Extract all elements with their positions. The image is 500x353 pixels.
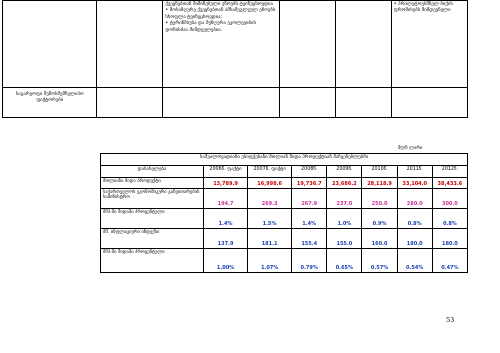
cell-value: 0.8% — [432, 209, 467, 229]
page-number: 53 — [446, 316, 455, 324]
top-cell-empty-2 — [97, 1, 163, 88]
top-cell-empty-7 — [280, 88, 336, 118]
top-cell-empty-4 — [335, 1, 391, 88]
table-row — [101, 178, 468, 189]
row-label: მშპ-ში შიდაში პროცენტული — [101, 209, 204, 229]
cell-value: 13,789.9 — [204, 178, 248, 189]
cell-value: 237.0 — [327, 189, 362, 209]
cell-value: 0.8% — [397, 209, 432, 229]
table-row — [101, 249, 468, 273]
cell-value: 250.0 — [362, 189, 397, 209]
cell-value: 180.0 — [397, 229, 432, 249]
header-year: 2007წ. ფაქტი — [248, 166, 292, 178]
top-cell-empty-3 — [280, 1, 336, 88]
cell-value: 267.9 — [292, 189, 327, 209]
cell-value: 1.00% — [204, 249, 248, 273]
cell-value: 280.0 — [397, 189, 432, 209]
cell-value: 16,998.6 — [248, 178, 292, 189]
unit-label: მლნ ლარი — [398, 146, 423, 151]
cell-value: 0.79% — [292, 249, 327, 273]
cell-value: 38,433.6 — [432, 178, 467, 189]
header-year: 2008წ. — [292, 166, 327, 178]
cell-value: 0.9% — [362, 209, 397, 229]
cell-value: 155.0 — [327, 229, 362, 249]
cell-value: 0.65% — [327, 249, 362, 273]
cell-value: 1.07% — [248, 249, 292, 273]
top-cell-empty-8 — [335, 88, 391, 118]
cell-value: 137.9 — [204, 229, 248, 249]
right-bullets-cell — [391, 1, 467, 88]
header-year: 2006წ. ფაქტი — [204, 166, 248, 178]
cell-value: 1.4% — [204, 209, 248, 229]
cell-value: 0.57% — [362, 249, 397, 273]
table-row — [101, 189, 468, 209]
bullet-line: • ტურიზმიუსა და მეზღურა ეკოლევიბის დონისძაა მიმდევლებია. — [165, 21, 256, 33]
top-cell-empty-1 — [3, 1, 97, 88]
cell-value: 1.5% — [248, 209, 292, 229]
forecast-table-title: საშუალოვადიანი ესიფქებანი მთლიან შიდა პროდუქტიან მაჩვენებლებში — [101, 154, 468, 166]
header-year: 2011წ. — [397, 166, 432, 178]
row-label: მშპ-ში შიდაში პროცენტული — [101, 249, 204, 273]
header-indicator: დასახელება — [101, 166, 204, 178]
bullet-line: ქვეყნებთან შიშინებული ეზოებს ტვინუცხოვდია — [165, 2, 273, 7]
cell-value: 0.54% — [397, 249, 432, 273]
cell-value: 155.4 — [292, 229, 327, 249]
cell-value: 269.3 — [248, 189, 292, 209]
cell-value: 28,118.9 — [362, 178, 397, 189]
top-cell-empty-6 — [163, 88, 280, 118]
cell-value: 180.0 — [432, 229, 467, 249]
top-cell-empty-5 — [97, 88, 163, 118]
table-row — [101, 209, 468, 229]
cell-value: 19,736.7 — [292, 178, 327, 189]
cell-value: 1.0% — [327, 209, 362, 229]
row-label: მთლიანი შიდა პროდუქტი — [101, 178, 204, 189]
forecast-table — [100, 153, 468, 273]
cell-value: 1.4% — [292, 209, 327, 229]
middle-bullets-cell — [163, 1, 280, 88]
cell-value: 194.7 — [204, 189, 248, 209]
bullet-line: • პრილეტოუსშნელ ბიქის ფრომისებს მიმდევნელი — [393, 2, 453, 14]
top-cell-empty-9 — [391, 88, 467, 118]
cell-value: 23,686.2 — [327, 178, 362, 189]
header-year: 2012წ. — [432, 166, 467, 178]
row-label: მშ. ინფლაციური ინდექსი — [101, 229, 204, 249]
header-year: 2010წ. — [362, 166, 397, 178]
external-factors-label: საგარეოფი შემოსშემნელიპო ფიქტორები — [3, 88, 97, 118]
cell-value: 0.47% — [432, 249, 467, 273]
cell-value: 160.0 — [362, 229, 397, 249]
cell-value: 181.1 — [248, 229, 292, 249]
row-label: საქართველოს ეკონომიკური განვითარების სამინისტრო — [101, 189, 204, 209]
header-year: 2009წ. — [327, 166, 362, 178]
table-row — [101, 229, 468, 249]
top-table — [2, 0, 468, 118]
cell-value: 33,104.0 — [397, 178, 432, 189]
cell-value: 300.0 — [432, 189, 467, 209]
bullet-line: • მოსაზღურე ქვეყნებთან ამსამეგლეულ ეზოებს სხოფლა ტვინუცხოვდია; — [165, 8, 276, 20]
